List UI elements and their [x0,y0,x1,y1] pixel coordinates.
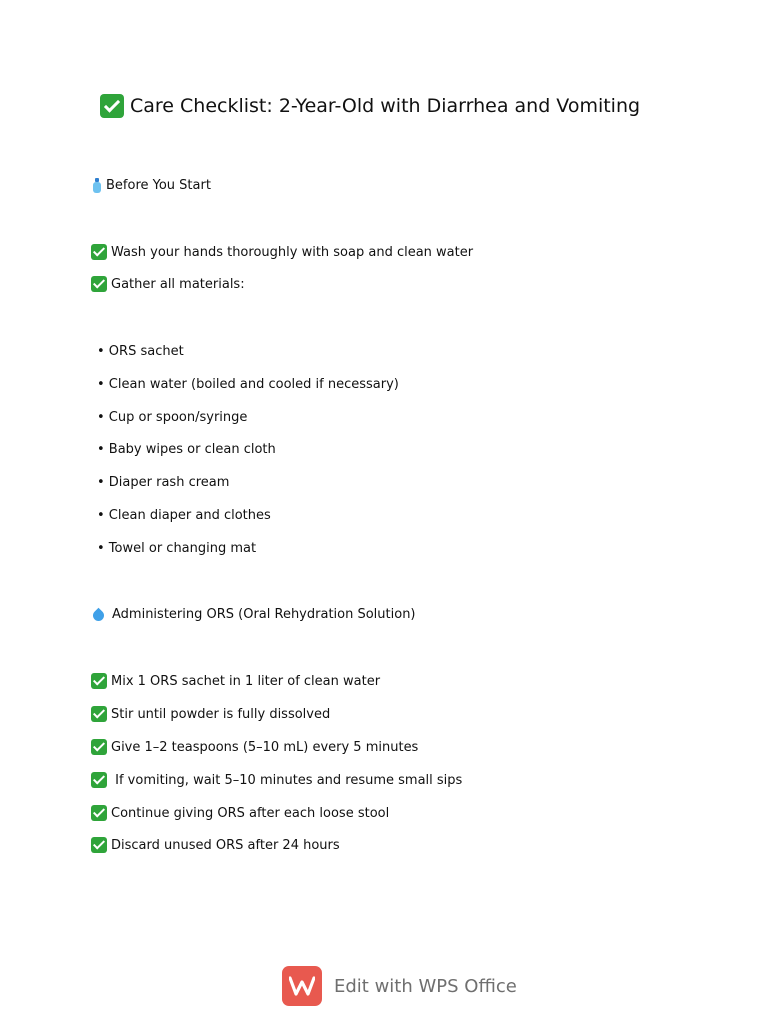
checklist-item-text: Discard unused ORS after 24 hours [111,837,340,853]
section-heading-text: Before You Start [106,177,211,193]
section-heading-text: Administering ORS (Oral Rehydration Solution) [112,606,416,622]
checklist-item [91,704,330,724]
droplet-icon [91,608,107,624]
bottle-icon [93,178,101,193]
materials-list-item: • Clean water (boiled and cooled if necessary) [97,376,399,392]
checklist-item [91,737,418,757]
wps-edit-banner[interactable] [282,965,517,1007]
checklist-item [91,274,245,294]
document-title [100,91,640,121]
materials-list-item: • Diaper rash cream [97,474,230,490]
checklist-item [91,242,473,262]
materials-list-item: • Towel or changing mat [97,540,257,556]
checklist-item-text: Continue giving ORS after each loose stool [111,805,390,821]
checklist-item [91,671,380,691]
check-mark-icon [91,805,107,821]
checklist-item-text: Gather all materials: [111,276,245,292]
checklist-item [91,803,389,823]
checklist-item-text: Give 1–2 teaspoons (5–10 mL) every 5 minutes [111,739,419,755]
materials-list-item: • Clean diaper and clothes [97,507,271,523]
checklist-item-text: Mix 1 ORS sachet in 1 liter of clean water [111,673,381,689]
wps-edit-label[interactable]: Edit with WPS Office [334,975,517,997]
materials-list-item: • Cup or spoon/syringe [97,409,248,425]
checklist-item [91,835,340,855]
check-mark-icon [91,673,107,689]
check-mark-icon [91,706,107,722]
checklist-item-text: If vomiting, wait 5–10 minutes and resume small sips [111,772,463,788]
checklist-item-text: Stir until powder is fully dissolved [111,706,331,722]
check-mark-icon [91,837,107,853]
checklist-item [91,770,462,790]
wps-logo-icon [282,966,322,1006]
check-mark-icon [91,739,107,755]
section-heading-before-you-start [91,175,211,195]
section-heading-administering-ors [91,604,416,624]
checklist-item-text: Wash your hands thoroughly with soap and clean water [111,244,474,260]
title-text: Care Checklist: 2-Year-Old with Diarrhea and Vomiting [130,95,641,117]
materials-list-item: • ORS sachet [97,343,184,359]
materials-list-item: • Baby wipes or clean cloth [97,441,276,457]
check-mark-icon [91,244,107,260]
check-mark-icon [91,772,107,788]
check-mark-icon [91,276,107,292]
check-mark-icon [100,94,124,118]
